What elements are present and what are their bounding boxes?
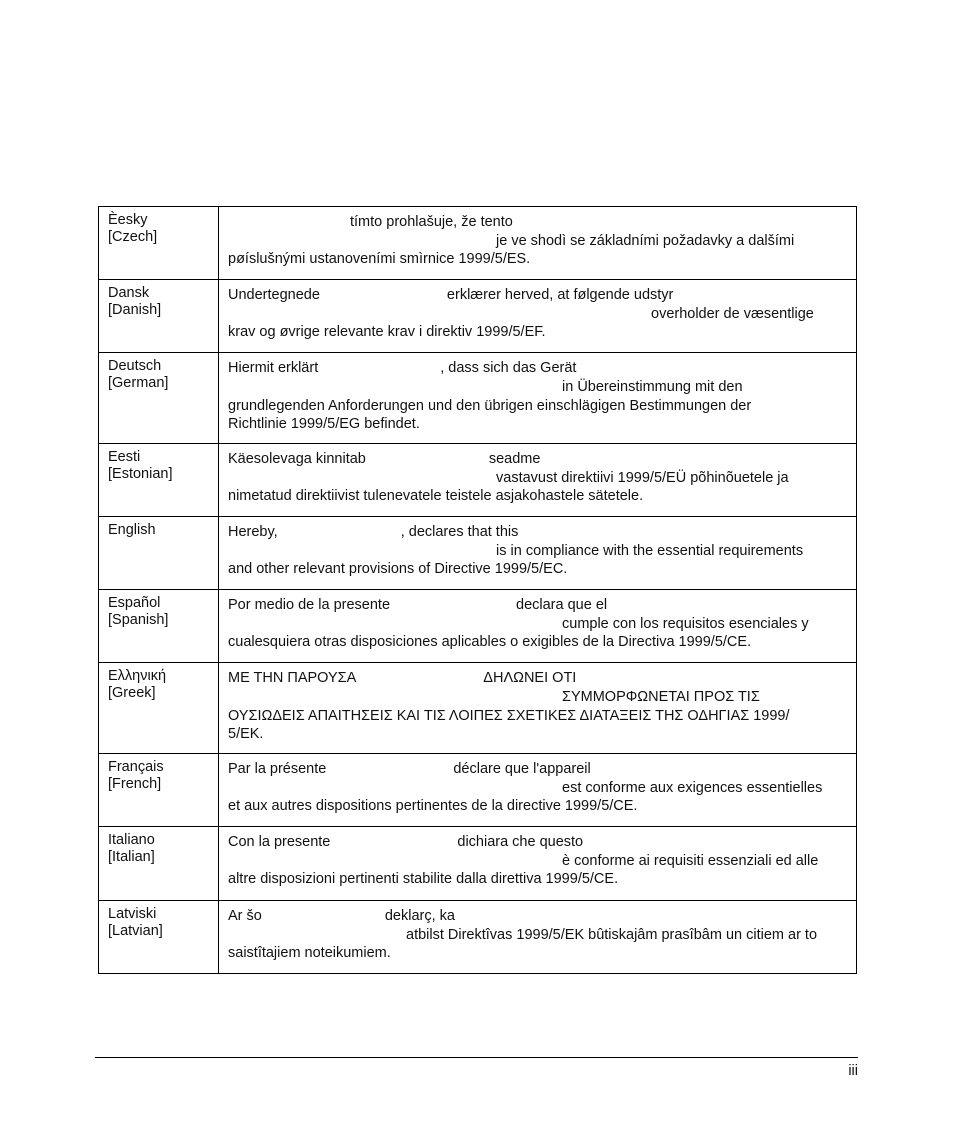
declaration-text-line [228, 324, 848, 341]
declaration-text: 5/ΕΚ. [228, 726, 264, 742]
language-name-english: [Latvian] [108, 923, 163, 939]
language-cell [99, 590, 219, 663]
declaration-text: est conforme aux exigences essentielles [562, 780, 823, 796]
declaration-text: Par la présente [228, 761, 327, 777]
declaration-text: atbilst Direktîvas 1999/5/EK bûtiskajâm prasîbâm un citiem ar to [406, 927, 818, 943]
declaration-text: Hiermit erklärt [228, 360, 319, 376]
language-name: Français [108, 759, 164, 775]
declaration-text-cell [219, 444, 857, 517]
declaration-text-line [228, 251, 848, 268]
declarations-table [98, 206, 857, 974]
declaration-row [99, 590, 857, 663]
declaration-text-cell [219, 353, 857, 444]
declaration-text-continued: dichiara che questo [457, 834, 584, 850]
declaration-text-line [228, 907, 848, 926]
declaration-text-cell [219, 663, 857, 754]
declaration-text: cualesquiera otras disposiciones aplicables o exigibles de la Directiva 1999/5/CE. [228, 634, 752, 650]
declaration-text-continued: deklarç, ka [384, 908, 455, 924]
declaration-text-line [228, 707, 848, 726]
declaration-text: grundlegenden Anforderungen und den übrigen einschlägigen Bestimmungen der [228, 398, 752, 414]
declaration-text: ΣΥΜΜΟΡΦΩΝΕΤΑΙ ΠΡΟΣ ΤΙΣ [562, 689, 760, 705]
language-cell [99, 901, 219, 974]
page-number: iii [848, 1063, 858, 1079]
language-name-english: [Italian] [108, 849, 155, 865]
declaration-text-continued: erklærer herved, at følgende udstyr [446, 287, 674, 303]
language-name-english: [German] [108, 375, 169, 391]
declaration-text-line [228, 542, 848, 561]
declaration-text: è conforme ai requisiti essenziali ed alle [562, 853, 819, 869]
declaration-row [99, 280, 857, 353]
language-cell [99, 207, 219, 280]
declaration-row [99, 444, 857, 517]
language-name: Dansk [108, 285, 150, 301]
language-name: Eesti [108, 449, 141, 465]
declarations-body [99, 207, 857, 974]
declaration-text: cumple con los requisitos esenciales y [562, 616, 809, 632]
declaration-text-line [228, 726, 848, 743]
declaration-text: in Übereinstimmung mit den [562, 379, 743, 395]
declaration-row [99, 901, 857, 974]
language-name-english: [Greek] [108, 685, 156, 701]
declaration-text-line [228, 871, 848, 888]
declaration-text: ΟΥΣΙΩΔΕΙΣ ΑΠΑΙΤΗΣΕΙΣ ΚΑΙ ΤΙΣ ΛΟΙΠΕΣ ΣΧΕΤΙΚΕΣ ΔΙΑΤΑΞΕΙΣ ΤΗΣ ΟΔΗΓΙΑΣ 1999/ [228, 708, 790, 724]
declaration-row [99, 827, 857, 901]
declaration-text-continued: , dass sich das Gerät [440, 360, 577, 376]
declaration-text-cell [219, 280, 857, 353]
declaration-text: nimetatud direktiivist tulenevatele teistele asjakohastele sätetele. [228, 488, 644, 504]
language-cell [99, 754, 219, 827]
language-name-english: [French] [108, 776, 162, 792]
language-name: Èesky [108, 212, 148, 228]
declaration-text-line [228, 397, 848, 416]
declaration-text-line [228, 926, 848, 945]
declaration-text-line [228, 852, 848, 871]
declaration-text-line [228, 833, 848, 852]
declaration-text: and other relevant provisions of Directive 1999/5/EC. [228, 561, 568, 577]
declaration-text-cell [219, 827, 857, 901]
declaration-text: Käesolevaga kinnitab [228, 451, 366, 467]
declaration-text: Undertegnede [228, 287, 320, 303]
declaration-text: Ar šo [228, 908, 262, 924]
language-name: Latviski [108, 906, 157, 922]
declaration-text: Richtlinie 1999/5/EG befindet. [228, 416, 420, 432]
declaration-text: krav og øvrige relevante krav i direktiv 1999/5/EF. [228, 324, 546, 340]
language-name-english: [Czech] [108, 229, 158, 245]
declaration-text-line [228, 359, 848, 378]
language-cell [99, 663, 219, 754]
declaration-text: pøíslušnými ustanoveními smìrnice 1999/5/ES. [228, 251, 531, 267]
language-name: English [108, 522, 156, 538]
declaration-text: overholder de væsentlige [651, 306, 814, 322]
declaration-row [99, 207, 857, 280]
footer-divider [95, 1057, 858, 1058]
declaration-text-line [228, 232, 848, 251]
declaration-text-continued: déclare que l'appareil [453, 761, 591, 777]
declaration-text-line [228, 416, 848, 433]
declaration-text: Por medio de la presente [228, 597, 391, 613]
declaration-row [99, 353, 857, 444]
language-cell [99, 353, 219, 444]
declaration-text-cell [219, 901, 857, 974]
declaration-text: je ve shodì se základními požadavky a dalšími [496, 233, 795, 249]
declaration-row [99, 754, 857, 827]
declaration-text-continued: seadme [488, 451, 541, 467]
language-cell [99, 517, 219, 590]
declaration-text-line [228, 450, 848, 469]
declaration-text-cell [219, 207, 857, 280]
declaration-text: tímto prohlašuje, že tento [350, 214, 513, 230]
declaration-text: saistîtajiem noteikumiem. [228, 945, 391, 961]
declaration-text-line [228, 779, 848, 798]
declaration-text-line [228, 945, 848, 962]
declaration-text-cell [219, 590, 857, 663]
declaration-text-line [228, 523, 848, 542]
declaration-text-line [228, 634, 848, 651]
declaration-text-line [228, 305, 848, 324]
language-name-english: [Estonian] [108, 466, 173, 482]
declaration-text-continued: , declares that this [400, 524, 519, 540]
language-cell [99, 827, 219, 901]
declaration-text: et aux autres dispositions pertinentes de la directive 1999/5/CE. [228, 798, 638, 814]
declaration-text-line [228, 488, 848, 505]
declaration-text-continued: declara que el [516, 597, 608, 613]
declaration-text-line [228, 469, 848, 488]
declaration-row [99, 663, 857, 754]
declaration-text-line [228, 669, 848, 688]
declaration-text: is in compliance with the essential requirements [496, 543, 804, 559]
declaration-text: altre disposizioni pertinenti stabilite dalla direttiva 1999/5/CE. [228, 871, 619, 887]
language-name-english: [Spanish] [108, 612, 169, 628]
declaration-text-line [228, 286, 848, 305]
declaration-text: vastavust direktiivi 1999/5/EÜ põhinõuetele ja [496, 470, 789, 486]
declaration-text: Hereby, [228, 524, 278, 540]
language-name: Español [108, 595, 161, 611]
declaration-text-line [228, 688, 848, 707]
declaration-text-line [228, 561, 848, 578]
language-name: Deutsch [108, 358, 162, 374]
declaration-text-cell [219, 754, 857, 827]
declaration-text-line [228, 213, 848, 232]
declaration-text: ΜΕ ΤΗΝ ΠΑΡΟΥΣΑ [228, 670, 357, 686]
language-cell [99, 280, 219, 353]
declaration-text-line [228, 798, 848, 815]
declaration-text-line [228, 378, 848, 397]
language-cell [99, 444, 219, 517]
declaration-text-continued: ΔΗΛΩΝΕΙ ΟΤΙ [483, 670, 577, 686]
declaration-text-line [228, 596, 848, 615]
declaration-text-cell [219, 517, 857, 590]
language-name: Ελληνική [108, 668, 167, 684]
declaration-row [99, 517, 857, 590]
language-name-english: [Danish] [108, 302, 162, 318]
declaration-text: Con la presente [228, 834, 331, 850]
declaration-text-line [228, 615, 848, 634]
declaration-text-line [228, 760, 848, 779]
language-name: Italiano [108, 832, 155, 848]
